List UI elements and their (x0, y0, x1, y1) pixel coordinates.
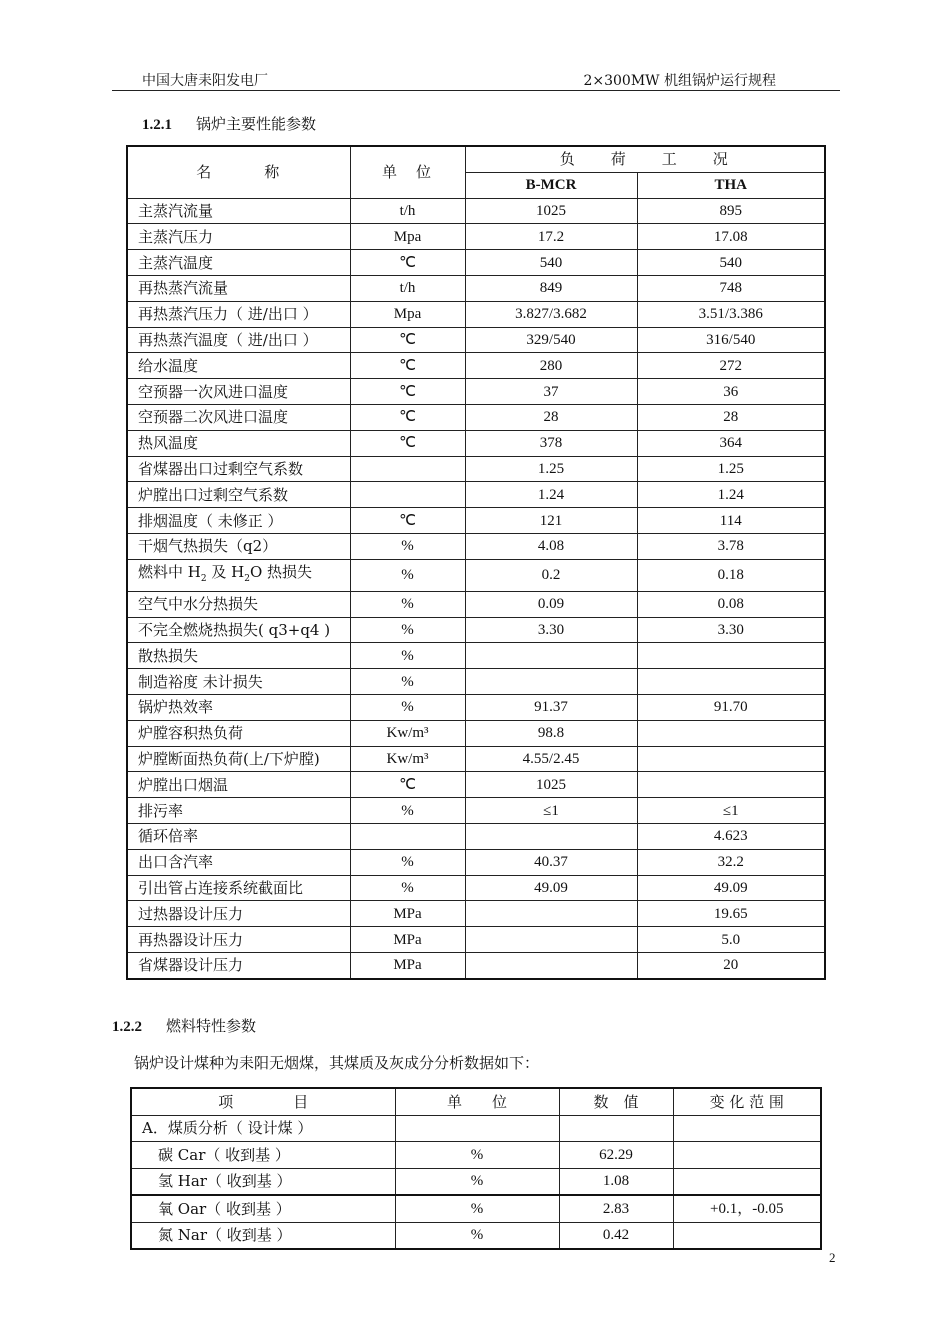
table-row (127, 927, 825, 953)
cell-unit: ℃ (350, 430, 465, 456)
table-row (127, 404, 825, 430)
cell-tha: 540 (637, 250, 825, 276)
cell-unit: t/h (350, 198, 465, 224)
cell-unit: MPa (350, 927, 465, 953)
cell-bmcr: 40.37 (465, 849, 637, 875)
intro-text: 锅炉设计煤种为耒阳无烟煤，其煤质及灰成分分析数据如下： (134, 1054, 540, 1072)
cell-name: 排烟温度（ 未修正 ） (127, 508, 350, 534)
cell-bmcr: 28 (465, 404, 637, 430)
cell-bmcr: 3.30 (465, 617, 637, 643)
cell-unit: % (395, 1142, 559, 1169)
table-row (127, 379, 825, 405)
table-row (127, 198, 825, 224)
table-row (127, 224, 825, 250)
cell-unit: % (350, 669, 465, 695)
cell-bmcr: 378 (465, 430, 637, 456)
header-range: 变 化 范 围 (673, 1088, 821, 1115)
table-row (127, 533, 825, 559)
page-header (112, 68, 840, 91)
cell-name: 碳 Car（ 收到基 ） (131, 1142, 395, 1169)
cell-tha: 20 (637, 952, 825, 978)
cell-unit: Mpa (350, 224, 465, 250)
cell-name: 再热蒸汽压力（ 进/出口 ） (127, 301, 350, 327)
cell-tha: 17.08 (637, 224, 825, 250)
cell-name: 过热器设计压力 (127, 901, 350, 927)
cell-unit: ℃ (350, 353, 465, 379)
cell-bmcr (465, 901, 637, 927)
cell-name: 炉膛断面热负荷(上/下炉膛) (127, 746, 350, 772)
cell-tha: 316/540 (637, 327, 825, 353)
cell-name: 再热蒸汽流量 (127, 275, 350, 301)
cell-name: 再热蒸汽温度（ 进/出口 ） (127, 327, 350, 353)
cell-tha: 3.30 (637, 617, 825, 643)
cell-name: 氮 Nar（ 收到基 ） (131, 1222, 395, 1249)
cell-name: 空预器一次风进口温度 (127, 379, 350, 405)
cell-unit (350, 456, 465, 482)
cell-tha (637, 669, 825, 695)
cell-tha: 1.24 (637, 482, 825, 508)
table-row (127, 250, 825, 276)
table-row (127, 482, 825, 508)
cell-bmcr: 329/540 (465, 327, 637, 353)
cell-unit (350, 482, 465, 508)
table-row (127, 669, 825, 695)
cell-tha: 91.70 (637, 694, 825, 720)
cell-unit: ℃ (350, 379, 465, 405)
cell-name: 锅炉热效率 (127, 694, 350, 720)
cell-name: 给水温度 (127, 353, 350, 379)
cell-unit: ℃ (350, 508, 465, 534)
cell-bmcr: 540 (465, 250, 637, 276)
cell-unit: ℃ (350, 250, 465, 276)
section-1-2-1-title (142, 113, 316, 134)
cell-name: 省煤器设计压力 (127, 952, 350, 978)
cell-unit: % (350, 617, 465, 643)
cell-bmcr: 0.09 (465, 591, 637, 617)
cell-bmcr: ≤1 (465, 798, 637, 824)
cell-tha: 36 (637, 379, 825, 405)
cell-name: 氧 Oar（ 收到基 ） (131, 1195, 395, 1222)
cell-bmcr: 91.37 (465, 694, 637, 720)
header-load: 负 荷 工 况 (465, 146, 825, 172)
cell-name: 炉膛容积热负荷 (127, 720, 350, 746)
cell-unit: % (395, 1168, 559, 1195)
cell-range (673, 1222, 821, 1249)
table-row (127, 275, 825, 301)
cell-unit: % (350, 559, 465, 591)
cell-unit: % (350, 798, 465, 824)
cell-name: 主蒸汽温度 (127, 250, 350, 276)
cell-tha: 272 (637, 353, 825, 379)
table-row (131, 1168, 821, 1195)
cell-bmcr: 98.8 (465, 720, 637, 746)
cell-name: 再热器设计压力 (127, 927, 350, 953)
cell-unit: Kw/m³ (350, 720, 465, 746)
table-row (127, 591, 825, 617)
cell-unit: Mpa (350, 301, 465, 327)
page-number: 2 (829, 1250, 836, 1265)
cell-tha (637, 772, 825, 798)
header-name: 名 称 (127, 146, 350, 198)
table-row (131, 1195, 821, 1222)
section-title: 燃料特性参数 (166, 1017, 257, 1035)
cell-name: 制造裕度 未计损失 (127, 669, 350, 695)
table-row (127, 875, 825, 901)
cell-unit: % (350, 694, 465, 720)
table-row (127, 746, 825, 772)
header-org: 中国大唐耒阳发电厂 (142, 73, 268, 89)
cell-bmcr: 121 (465, 508, 637, 534)
cell-name: 出口含汽率 (127, 849, 350, 875)
cell-tha: 114 (637, 508, 825, 534)
cell-name: 热风温度 (127, 430, 350, 456)
cell-value: 62.29 (559, 1142, 673, 1169)
cell-bmcr: 4.55/2.45 (465, 746, 637, 772)
table-row (127, 559, 825, 591)
cell-tha: 5.0 (637, 927, 825, 953)
cell-tha: 49.09 (637, 875, 825, 901)
cell-name: 主蒸汽压力 (127, 224, 350, 250)
cell-name: 不完全燃烧热损失( q3+q4 ) (127, 617, 350, 643)
cell-bmcr (465, 643, 637, 669)
cell-bmcr: 17.2 (465, 224, 637, 250)
cell-unit: MPa (350, 952, 465, 978)
cell-name: 干烟气热损失（q2） (127, 533, 350, 559)
header-doc-title: 2×300MW 机组锅炉运行规程 (583, 73, 776, 89)
cell-name: 空气中水分热损失 (127, 591, 350, 617)
header-bmcr: B-MCR (465, 172, 637, 198)
cell-name: 排污率 (127, 798, 350, 824)
table-row (127, 901, 825, 927)
cell-bmcr (465, 927, 637, 953)
cell-tha: 1.25 (637, 456, 825, 482)
cell-tha: ≤1 (637, 798, 825, 824)
table-row (127, 430, 825, 456)
cell-bmcr (465, 669, 637, 695)
cell-tha: 32.2 (637, 849, 825, 875)
table-row (131, 1222, 821, 1249)
cell-bmcr: 1025 (465, 772, 637, 798)
cell-tha (637, 720, 825, 746)
table-row (127, 643, 825, 669)
cell-bmcr: 1025 (465, 198, 637, 224)
cell-unit: % (350, 643, 465, 669)
cell-name: 炉膛出口烟温 (127, 772, 350, 798)
cell-bmcr: 3.827/3.682 (465, 301, 637, 327)
table-row (127, 952, 825, 978)
cell-name: 引出管占连接系统截面比 (127, 875, 350, 901)
section-1-2-2-title (112, 1015, 256, 1036)
cell-bmcr: 1.25 (465, 456, 637, 482)
cell-bmcr: 280 (465, 353, 637, 379)
cell-bmcr (465, 952, 637, 978)
cell-unit: % (350, 533, 465, 559)
table-row (127, 849, 825, 875)
cell-name: 省煤器出口过剩空气系数 (127, 456, 350, 482)
cell-bmcr: 0.2 (465, 559, 637, 591)
cell-bmcr: 1.24 (465, 482, 637, 508)
section-number: 1.2.2 (112, 1019, 142, 1035)
cell-unit: MPa (350, 901, 465, 927)
cell-range (673, 1142, 821, 1169)
cell-range (673, 1168, 821, 1195)
section-title: 锅炉主要性能参数 (196, 115, 317, 133)
coal-analysis-table (130, 1087, 822, 1250)
cell-bmcr (465, 823, 637, 849)
cell-tha: 748 (637, 275, 825, 301)
table-row (127, 823, 825, 849)
table-row (127, 456, 825, 482)
section-number: 1.2.1 (142, 117, 172, 133)
group-label: A．煤质分析（ 设计煤 ） (131, 1115, 395, 1142)
cell-unit: % (350, 875, 465, 901)
cell-unit: % (350, 849, 465, 875)
cell-unit: ℃ (350, 772, 465, 798)
cell-unit: Kw/m³ (350, 746, 465, 772)
header-tha: THA (637, 172, 825, 198)
table-row (127, 353, 825, 379)
cell-value: 2.83 (559, 1195, 673, 1222)
cell-unit (350, 823, 465, 849)
cell-tha: 3.78 (637, 533, 825, 559)
cell-bmcr: 849 (465, 275, 637, 301)
header-item: 项 目 (131, 1088, 395, 1115)
header-unit: 单 位 (395, 1088, 559, 1115)
cell-unit: % (395, 1195, 559, 1222)
header-value: 数 值 (559, 1088, 673, 1115)
table-row (127, 508, 825, 534)
cell-tha: 0.08 (637, 591, 825, 617)
cell-tha: 0.18 (637, 559, 825, 591)
cell-name: 空预器二次风进口温度 (127, 404, 350, 430)
cell-unit: ℃ (350, 404, 465, 430)
cell-unit: % (350, 591, 465, 617)
cell-range: +0.1，-0.05 (673, 1195, 821, 1222)
cell-name: 氢 Har（ 收到基 ） (131, 1168, 395, 1195)
cell-tha: 4.623 (637, 823, 825, 849)
boiler-performance-table (126, 145, 826, 980)
cell-unit: ℃ (350, 327, 465, 353)
cell-tha: 28 (637, 404, 825, 430)
cell-tha: 19.65 (637, 901, 825, 927)
cell-tha: 364 (637, 430, 825, 456)
cell-tha: 3.51/3.386 (637, 301, 825, 327)
table-row (131, 1142, 821, 1169)
cell-bmcr: 4.08 (465, 533, 637, 559)
cell-name: 燃料中 $H_2$ 及 $H_2O$ 热损失 (127, 559, 350, 591)
cell-unit: t/h (350, 275, 465, 301)
cell-tha: 895 (637, 198, 825, 224)
cell-name: 循环倍率 (127, 823, 350, 849)
cell-name: 炉膛出口过剩空气系数 (127, 482, 350, 508)
cell-tha (637, 643, 825, 669)
table-row (127, 301, 825, 327)
cell-bmcr: 49.09 (465, 875, 637, 901)
cell-value: 0.42 (559, 1222, 673, 1249)
cell-name: 主蒸汽流量 (127, 198, 350, 224)
table-row (127, 798, 825, 824)
table-row (127, 772, 825, 798)
cell-name: 散热损失 (127, 643, 350, 669)
table-row (127, 327, 825, 353)
table-row (127, 720, 825, 746)
cell-unit: % (395, 1222, 559, 1249)
cell-tha (637, 746, 825, 772)
table-row (127, 617, 825, 643)
cell-bmcr: 37 (465, 379, 637, 405)
cell-value: 1.08 (559, 1168, 673, 1195)
header-unit: 单 位 (350, 146, 465, 198)
table-row (127, 694, 825, 720)
